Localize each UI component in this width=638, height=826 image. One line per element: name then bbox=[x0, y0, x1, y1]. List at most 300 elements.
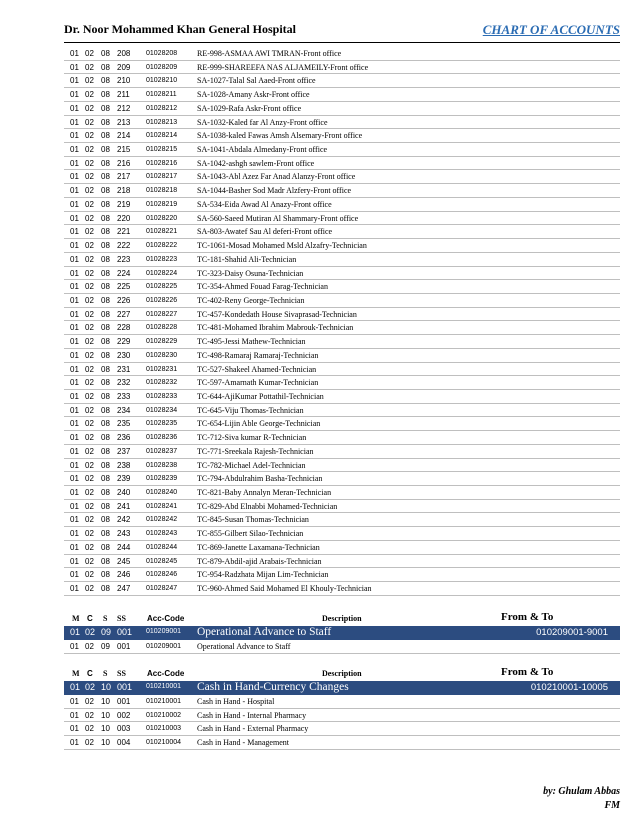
c-cell: 02 bbox=[85, 90, 94, 100]
acc-code: 01028219 bbox=[146, 200, 178, 208]
acc-code: 01028243 bbox=[146, 530, 178, 538]
s-cell: 08 bbox=[101, 323, 110, 333]
table-row[interactable] bbox=[64, 308, 620, 322]
table-row[interactable] bbox=[64, 61, 620, 75]
m-cell: 01 bbox=[70, 90, 79, 100]
table-row[interactable] bbox=[64, 404, 620, 418]
table-row[interactable] bbox=[64, 736, 620, 750]
col-c: C bbox=[87, 669, 93, 678]
description: TC-644-AjiKumar Pottathil-Technician bbox=[197, 391, 324, 401]
s-cell: 10 bbox=[101, 738, 110, 748]
c-cell: 02 bbox=[85, 227, 94, 237]
table-row[interactable] bbox=[64, 363, 620, 377]
m-cell: 01 bbox=[70, 556, 79, 566]
acc-code: 01028213 bbox=[146, 118, 178, 126]
acc-code: 01028227 bbox=[146, 310, 178, 318]
ss-cell: 209 bbox=[117, 62, 131, 72]
s-cell: 08 bbox=[101, 501, 110, 511]
acc-code: 01028215 bbox=[146, 146, 178, 154]
c-cell: 02 bbox=[85, 213, 94, 223]
acc-code: 01028229 bbox=[146, 338, 178, 346]
c-cell: 02 bbox=[85, 186, 94, 196]
m-cell: 01 bbox=[70, 364, 79, 374]
acc-code: 01028208 bbox=[146, 50, 178, 57]
table-row[interactable] bbox=[64, 349, 620, 363]
c-cell: 02 bbox=[85, 556, 94, 566]
m-cell: 01 bbox=[70, 627, 81, 637]
c-cell: 02 bbox=[85, 627, 96, 637]
s-cell: 08 bbox=[101, 117, 110, 127]
c-cell: 02 bbox=[85, 103, 94, 113]
col-c: C bbox=[87, 614, 93, 623]
description: Operational Advance to Staff bbox=[197, 642, 291, 651]
table-row[interactable] bbox=[64, 294, 620, 308]
m-cell: 01 bbox=[70, 405, 79, 415]
ss-cell: 244 bbox=[117, 542, 131, 552]
s-cell: 08 bbox=[101, 282, 110, 292]
c-cell: 02 bbox=[85, 501, 94, 511]
c-cell: 02 bbox=[85, 724, 94, 734]
s-cell: 08 bbox=[101, 254, 110, 264]
m-cell: 01 bbox=[70, 241, 79, 251]
table-row[interactable] bbox=[64, 267, 620, 281]
s-cell: 10 bbox=[101, 697, 110, 706]
ss-cell: 234 bbox=[117, 405, 131, 415]
ss-cell: 233 bbox=[117, 391, 131, 401]
c-cell: 02 bbox=[85, 405, 94, 415]
m-cell: 01 bbox=[70, 529, 79, 539]
ss-cell: 226 bbox=[117, 295, 131, 305]
s-cell: 08 bbox=[101, 446, 110, 456]
table-row[interactable] bbox=[64, 376, 620, 390]
c-cell: 02 bbox=[85, 738, 94, 748]
m-cell: 01 bbox=[70, 254, 79, 264]
s-cell: 08 bbox=[101, 295, 110, 305]
page-header bbox=[64, 22, 620, 40]
m-cell: 01 bbox=[70, 682, 81, 692]
description: SA-1042-ashgh sawlem-Front office bbox=[197, 158, 315, 168]
ss-cell: 217 bbox=[117, 172, 131, 182]
s-cell: 08 bbox=[101, 62, 110, 72]
ss-cell: 228 bbox=[117, 323, 131, 333]
s-cell: 08 bbox=[101, 433, 110, 443]
table-row[interactable] bbox=[64, 722, 620, 736]
description: TC-457-Kondedath House Sivaprasad-Technician bbox=[197, 309, 357, 319]
description: TC-498-Ramaraj Ramaraj-Technician bbox=[197, 350, 319, 360]
acc-code: 01028240 bbox=[146, 489, 178, 496]
s-cell: 08 bbox=[101, 584, 110, 594]
c-cell: 02 bbox=[85, 515, 94, 525]
table-row[interactable] bbox=[64, 568, 620, 582]
table-row[interactable] bbox=[64, 280, 620, 294]
description: SA-1043-Abl Azez Far Anad Alanzy-Front office bbox=[197, 172, 356, 182]
table-row[interactable] bbox=[64, 390, 620, 404]
ss-cell: 208 bbox=[117, 49, 131, 58]
table-row[interactable] bbox=[64, 157, 620, 171]
ss-cell: 232 bbox=[117, 378, 131, 388]
acc-code: 01028237 bbox=[146, 447, 178, 455]
s-cell: 08 bbox=[101, 570, 110, 580]
description: TC-794-Abdulrahim Basha-Technician bbox=[197, 474, 323, 484]
c-cell: 02 bbox=[85, 642, 94, 651]
acc-code: 01028209 bbox=[146, 63, 178, 71]
m-cell: 01 bbox=[70, 474, 79, 484]
ss-cell: 229 bbox=[117, 337, 131, 347]
s-cell: 08 bbox=[101, 268, 110, 278]
m-cell: 01 bbox=[70, 570, 79, 580]
ss-cell: 242 bbox=[117, 515, 131, 525]
table-row[interactable] bbox=[64, 527, 620, 541]
acc-code: 01028212 bbox=[146, 104, 178, 112]
ss-cell: 246 bbox=[117, 570, 131, 580]
ss-cell: 216 bbox=[117, 158, 131, 168]
m-cell: 01 bbox=[70, 295, 79, 305]
header-rule bbox=[64, 42, 620, 43]
col-s: S bbox=[103, 614, 108, 623]
table-row[interactable] bbox=[64, 239, 620, 253]
m-cell: 01 bbox=[70, 282, 79, 292]
m-cell: 01 bbox=[70, 378, 79, 388]
m-cell: 01 bbox=[70, 337, 79, 347]
description: SA-560-Saeed Mutiran Al Shammary-Front office bbox=[197, 213, 359, 223]
acc-code: 01028223 bbox=[146, 255, 178, 263]
description: TC-855-Gilbert Silao-Technician bbox=[197, 529, 304, 539]
c-cell: 02 bbox=[85, 117, 94, 127]
c-cell: 02 bbox=[85, 199, 94, 209]
description: TC-527-Shakeel Ahamed-Technician bbox=[197, 364, 317, 374]
m-cell: 01 bbox=[70, 697, 79, 706]
ss-cell: 239 bbox=[117, 474, 131, 484]
m-cell: 01 bbox=[70, 117, 79, 127]
acc-code: 01028210 bbox=[146, 77, 178, 85]
s-cell: 08 bbox=[101, 309, 110, 319]
section-rows bbox=[64, 640, 620, 654]
m-cell: 01 bbox=[70, 488, 79, 497]
section-rows bbox=[64, 695, 620, 750]
table-row[interactable] bbox=[64, 500, 620, 514]
description: SA-1027-Talal Sal Aaed-Front office bbox=[197, 76, 316, 86]
m-cell: 01 bbox=[70, 309, 79, 319]
c-cell: 02 bbox=[85, 158, 94, 168]
c-cell: 02 bbox=[85, 49, 94, 58]
description: RE-998-ASMAA AWI TMRAN-Front office bbox=[197, 49, 342, 58]
s-cell: 08 bbox=[101, 186, 110, 196]
ss-cell: 224 bbox=[117, 268, 131, 278]
c-cell: 02 bbox=[85, 309, 94, 319]
ss-cell: 211 bbox=[117, 90, 130, 100]
table-row[interactable] bbox=[64, 417, 620, 431]
c-cell: 02 bbox=[85, 62, 94, 72]
description: Cash in Hand - Hospital bbox=[197, 697, 275, 706]
m-cell: 01 bbox=[70, 350, 79, 360]
description: TC-954-Radzhata Mijan Lim-Technician bbox=[197, 570, 329, 580]
acc-code: 01028232 bbox=[146, 379, 178, 387]
ss-cell: 236 bbox=[117, 433, 131, 443]
ss-cell: 004 bbox=[117, 738, 131, 748]
section-title-row[interactable] bbox=[64, 626, 620, 640]
acc-code: 01028247 bbox=[146, 585, 178, 593]
acc-code: 01028211 bbox=[146, 91, 177, 99]
table-row[interactable] bbox=[64, 225, 620, 239]
table-row[interactable] bbox=[64, 102, 620, 116]
s-cell: 08 bbox=[101, 76, 110, 86]
description: Cash in Hand - External Pharmacy bbox=[197, 724, 309, 734]
c-cell: 02 bbox=[85, 268, 94, 278]
col-m: M bbox=[72, 669, 80, 678]
description: TC-960-Ahmed Said Mohamed El Khouly-Technician bbox=[197, 584, 372, 594]
hospital-name: Dr. Noor Mohammed Khan General Hospital bbox=[64, 22, 297, 36]
table-row[interactable] bbox=[64, 695, 620, 709]
table-row[interactable] bbox=[64, 321, 620, 335]
description: TC-771-Sreekala Rajesh-Technician bbox=[197, 446, 314, 456]
ss-cell: 247 bbox=[117, 584, 131, 594]
description: Cash in Hand - Internal Pharmacy bbox=[197, 710, 307, 720]
ss-cell: 221 bbox=[117, 227, 131, 237]
c-cell: 02 bbox=[85, 323, 94, 333]
table-row[interactable] bbox=[64, 541, 620, 555]
acc-code: 01028222 bbox=[146, 242, 178, 250]
m-cell: 01 bbox=[70, 76, 79, 86]
s-cell: 08 bbox=[101, 199, 110, 209]
description: TC-879-Abdil-ajid Arabais-Technician bbox=[197, 556, 322, 566]
description: SA-534-Eida Awad Al Anazy-Front office bbox=[197, 199, 332, 209]
table-row[interactable] bbox=[64, 709, 620, 723]
description: TC-495-Jessi Mathew-Technician bbox=[197, 337, 306, 347]
m-cell: 01 bbox=[70, 710, 79, 720]
m-cell: 01 bbox=[70, 227, 79, 237]
acc-code: 01028235 bbox=[146, 420, 178, 428]
ss-cell: 218 bbox=[117, 186, 131, 196]
m-cell: 01 bbox=[70, 62, 79, 72]
ss-cell: 002 bbox=[117, 710, 131, 720]
ss-cell: 235 bbox=[117, 419, 131, 429]
c-cell: 02 bbox=[85, 710, 94, 720]
acc-code: 010210003 bbox=[146, 725, 182, 733]
description: TC-481-Mohamed Ibrahim Mabrouk-Technician bbox=[197, 323, 354, 333]
s-cell: 09 bbox=[101, 627, 112, 637]
s-cell: 08 bbox=[101, 391, 110, 401]
table-row[interactable] bbox=[64, 129, 620, 143]
s-cell: 08 bbox=[101, 145, 110, 155]
ss-cell: 001 bbox=[117, 642, 131, 651]
table-row[interactable] bbox=[64, 555, 620, 569]
acc-code: 010210001 bbox=[146, 698, 182, 705]
c-cell: 02 bbox=[85, 131, 94, 141]
s-cell: 08 bbox=[101, 556, 110, 566]
c-cell: 02 bbox=[85, 378, 94, 388]
ss-cell: 219 bbox=[117, 199, 131, 209]
description: TC-821-Baby Annalyn Meran-Technician bbox=[197, 488, 332, 497]
description: TC-323-Daisy Osuna-Technician bbox=[197, 268, 304, 278]
c-cell: 02 bbox=[85, 76, 94, 86]
s-cell: 08 bbox=[101, 227, 110, 237]
ss-cell: 001 bbox=[117, 627, 133, 637]
table-row[interactable] bbox=[64, 582, 620, 596]
c-cell: 02 bbox=[85, 337, 94, 347]
table-row[interactable] bbox=[64, 170, 620, 184]
acc-code: 010210002 bbox=[146, 711, 182, 719]
m-cell: 01 bbox=[70, 584, 79, 594]
ss-cell: 225 bbox=[117, 282, 131, 292]
acc-code: 01028233 bbox=[146, 392, 178, 400]
m-cell: 01 bbox=[70, 213, 79, 223]
table-row[interactable] bbox=[64, 640, 620, 654]
m-cell: 01 bbox=[70, 131, 79, 141]
m-cell: 01 bbox=[70, 738, 79, 748]
acc-code: 01028224 bbox=[146, 269, 178, 277]
table-row[interactable] bbox=[64, 486, 620, 500]
c-cell: 02 bbox=[85, 488, 94, 497]
table-row[interactable] bbox=[64, 253, 620, 267]
s-cell: 08 bbox=[101, 213, 110, 223]
ss-cell: 227 bbox=[117, 309, 131, 319]
acc-code: 01028218 bbox=[146, 187, 178, 195]
ss-cell: 230 bbox=[117, 350, 131, 360]
m-cell: 01 bbox=[70, 433, 79, 443]
description: TC-845-Susan Thomas-Technician bbox=[197, 515, 309, 525]
table-row[interactable] bbox=[64, 143, 620, 157]
table-row[interactable] bbox=[64, 74, 620, 88]
m-cell: 01 bbox=[70, 460, 79, 470]
ss-cell: 245 bbox=[117, 556, 131, 566]
table-row[interactable] bbox=[64, 184, 620, 198]
table-row[interactable] bbox=[64, 445, 620, 459]
col-ss: SS bbox=[117, 669, 126, 678]
s-cell: 08 bbox=[101, 131, 110, 141]
ss-cell: 238 bbox=[117, 460, 131, 470]
c-cell: 02 bbox=[85, 433, 94, 443]
footer-signature bbox=[543, 785, 620, 813]
acc-code: 01028221 bbox=[146, 228, 178, 236]
col-description: Description bbox=[322, 614, 362, 623]
c-cell: 02 bbox=[85, 391, 94, 401]
s-cell: 08 bbox=[101, 378, 110, 388]
c-cell: 02 bbox=[85, 542, 94, 552]
m-cell: 01 bbox=[70, 186, 79, 196]
description: TC-181-Shahid Ali-Technician bbox=[197, 254, 297, 264]
section-title-row[interactable] bbox=[64, 681, 620, 695]
description: RE-999-SHAREEFA NAS ALJAMEILY-Front office bbox=[197, 62, 369, 72]
acc-code: 01028245 bbox=[146, 557, 178, 565]
table-row[interactable] bbox=[64, 212, 620, 226]
acc-code: 01028238 bbox=[146, 461, 178, 469]
section-title: Operational Advance to Staff bbox=[197, 626, 332, 638]
s-cell: 08 bbox=[101, 542, 110, 552]
description: TC-354-Ahmed Fouad Farag-Technician bbox=[197, 282, 328, 292]
acc-code: 01028236 bbox=[146, 434, 178, 442]
prepared-by-role: FM bbox=[604, 800, 620, 811]
acc-code: 01028231 bbox=[146, 365, 178, 373]
table-row[interactable] bbox=[64, 116, 620, 130]
description: TC-1061-Mosad Mohamed Msld Alzafry-Technician bbox=[197, 241, 367, 251]
acc-code: 01028241 bbox=[146, 502, 178, 510]
s-cell: 08 bbox=[101, 515, 110, 525]
m-cell: 01 bbox=[70, 391, 79, 401]
acc-code: 01028246 bbox=[146, 571, 178, 579]
c-cell: 02 bbox=[85, 570, 94, 580]
c-cell: 02 bbox=[85, 145, 94, 155]
acc-code: 01028239 bbox=[146, 475, 178, 483]
acc-code: 010210004 bbox=[146, 739, 182, 747]
acc-code: 01028226 bbox=[146, 296, 178, 304]
description: SA-1032-Kaled far Al Anzy-Front office bbox=[197, 117, 328, 127]
s-cell: 08 bbox=[101, 419, 110, 429]
table-row[interactable] bbox=[64, 47, 620, 61]
m-cell: 01 bbox=[70, 724, 79, 734]
ss-cell: 003 bbox=[117, 724, 131, 734]
m-cell: 01 bbox=[70, 419, 79, 429]
col-acc-code: Acc-Code bbox=[147, 614, 185, 623]
acc-code: 01028225 bbox=[146, 283, 178, 291]
m-cell: 01 bbox=[70, 145, 79, 155]
c-cell: 02 bbox=[85, 460, 94, 470]
ss-cell: 213 bbox=[117, 117, 131, 127]
m-cell: 01 bbox=[70, 158, 79, 168]
account-range: 010210001-10005 bbox=[530, 682, 608, 693]
s-cell: 08 bbox=[101, 337, 110, 347]
s-cell: 09 bbox=[101, 642, 110, 651]
m-cell: 01 bbox=[70, 268, 79, 278]
s-cell: 08 bbox=[101, 90, 110, 100]
acc-code: 01028217 bbox=[146, 173, 178, 181]
acc-code: 010210001 bbox=[146, 683, 182, 690]
description: TC-597-Amarnath Kumar-Technician bbox=[197, 378, 319, 388]
s-cell: 08 bbox=[101, 103, 110, 113]
s-cell: 08 bbox=[101, 460, 110, 470]
s-cell: 08 bbox=[101, 364, 110, 374]
acc-code: 01028220 bbox=[146, 214, 178, 222]
acc-code: 01028234 bbox=[146, 406, 178, 414]
c-cell: 02 bbox=[85, 254, 94, 264]
s-cell: 10 bbox=[101, 724, 110, 734]
table-row[interactable] bbox=[64, 431, 620, 445]
table-row[interactable] bbox=[64, 513, 620, 527]
m-cell: 01 bbox=[70, 103, 79, 113]
acc-code: 01028216 bbox=[146, 159, 178, 167]
ss-cell: 212 bbox=[117, 103, 131, 113]
table-row[interactable] bbox=[64, 472, 620, 486]
c-cell: 02 bbox=[85, 364, 94, 374]
description: SA-1029-Rafa Askr-Front office bbox=[197, 103, 302, 113]
col-ss: SS bbox=[117, 614, 126, 623]
c-cell: 02 bbox=[85, 241, 94, 251]
ss-cell: 210 bbox=[117, 76, 131, 86]
acc-code: 01028242 bbox=[146, 516, 178, 524]
ss-cell: 214 bbox=[117, 131, 131, 141]
c-cell: 02 bbox=[85, 474, 94, 484]
ss-cell: 243 bbox=[117, 529, 131, 539]
s-cell: 08 bbox=[101, 49, 110, 58]
table-row[interactable] bbox=[64, 88, 620, 102]
m-cell: 01 bbox=[70, 515, 79, 525]
table-row[interactable] bbox=[64, 335, 620, 349]
description: TC-654-Lijin Able George-Technician bbox=[197, 419, 321, 429]
ss-cell: 215 bbox=[117, 145, 131, 155]
c-cell: 02 bbox=[85, 295, 94, 305]
description: TC-402-Reny George-Technician bbox=[197, 295, 305, 305]
prepared-by: by: Ghulam Abbas bbox=[543, 786, 620, 797]
acc-code: 01028214 bbox=[146, 132, 178, 140]
m-cell: 01 bbox=[70, 501, 79, 511]
m-cell: 01 bbox=[70, 199, 79, 209]
description: SA-1028-Amany Askr-Front office bbox=[197, 90, 310, 100]
s-cell: 10 bbox=[101, 710, 110, 720]
description: TC-869-Janette Laxamana-Technician bbox=[197, 542, 320, 552]
ss-cell: 001 bbox=[117, 682, 133, 692]
table-row[interactable] bbox=[64, 198, 620, 212]
c-cell: 02 bbox=[85, 350, 94, 360]
table-row[interactable] bbox=[64, 459, 620, 473]
